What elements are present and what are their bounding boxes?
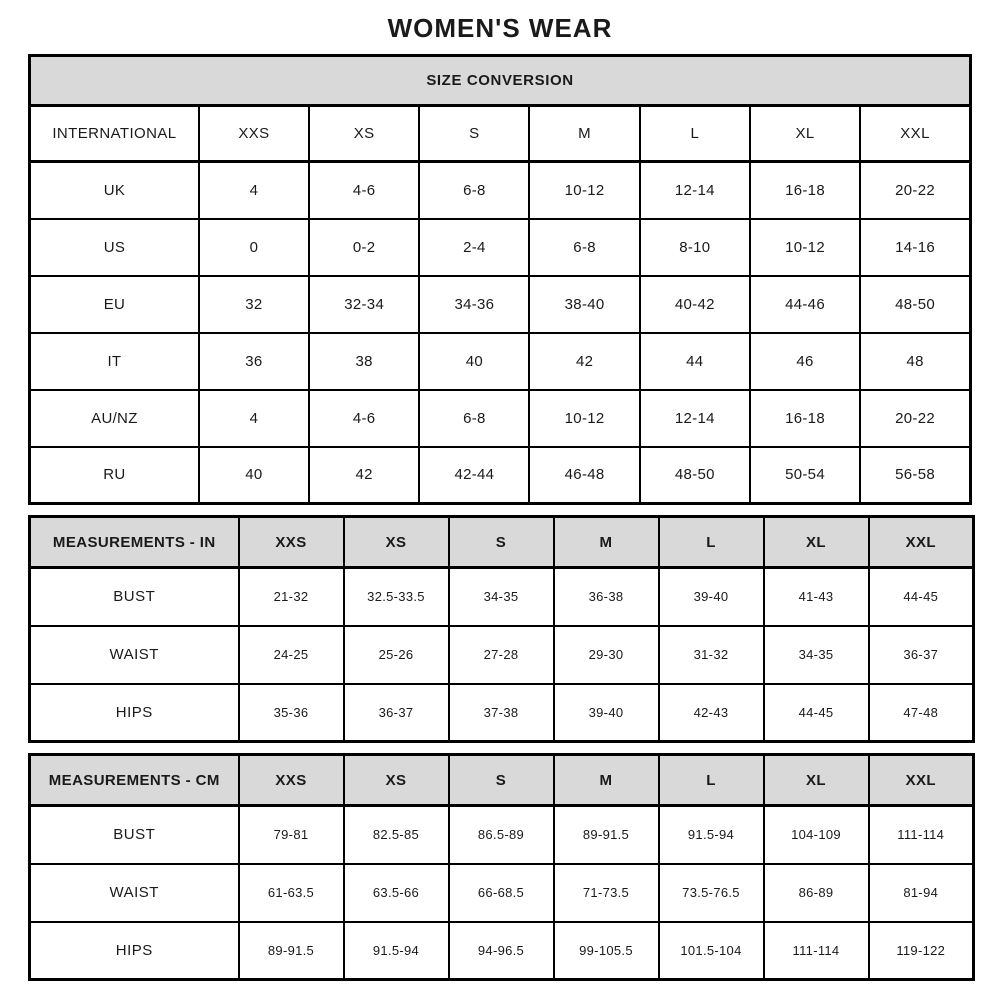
column-header: M	[554, 517, 659, 568]
cell-value: 4-6	[309, 162, 419, 219]
cell-value: 48-50	[640, 447, 750, 504]
cell-value: 20-22	[860, 390, 970, 447]
cell-value: 41-43	[764, 568, 869, 626]
cell-value: 104-109	[764, 806, 869, 864]
cell-value: 10-12	[529, 162, 639, 219]
row-label: IT	[30, 333, 199, 390]
cell-value: 4	[199, 390, 309, 447]
cell-value: 24-25	[239, 626, 344, 684]
cell-value: 36-37	[344, 684, 449, 742]
cell-value: 66-68.5	[449, 864, 554, 922]
cell-value: 25-26	[344, 626, 449, 684]
cell-value: 34-36	[419, 276, 529, 333]
cell-value: 86.5-89	[449, 806, 554, 864]
cell-value: 71-73.5	[554, 864, 659, 922]
cell-value: 38-40	[529, 276, 639, 333]
cell-value: 42-44	[419, 447, 529, 504]
cell-value: 63.5-66	[344, 864, 449, 922]
cell-value: 81-94	[869, 864, 974, 922]
cell-value: 0	[199, 219, 309, 276]
column-header: S	[419, 106, 529, 162]
column-header: S	[449, 755, 554, 806]
column-header: XXL	[860, 106, 970, 162]
cell-value: 4-6	[309, 390, 419, 447]
cell-value: 39-40	[659, 568, 764, 626]
cell-value: 32-34	[309, 276, 419, 333]
row-label: US	[30, 219, 199, 276]
cell-value: 37-38	[449, 684, 554, 742]
table-row	[30, 922, 974, 980]
size-conversion-title: SIZE CONVERSION	[30, 56, 971, 106]
cell-value: 73.5-76.5	[659, 864, 764, 922]
column-header: INTERNATIONAL	[30, 106, 199, 162]
page-title: WOMEN'S WEAR	[387, 13, 613, 43]
cell-value: 32.5-33.5	[344, 568, 449, 626]
row-label: WAIST	[30, 626, 239, 684]
column-header: XL	[764, 517, 869, 568]
cell-value: 61-63.5	[239, 864, 344, 922]
table-row	[30, 684, 974, 742]
cell-value: 99-105.5	[554, 922, 659, 980]
measurements-in-body	[30, 568, 974, 742]
table-row	[30, 568, 974, 626]
cell-value: 47-48	[869, 684, 974, 742]
table-row	[30, 626, 974, 684]
size-conversion-table	[28, 54, 972, 505]
cell-value: 42	[529, 333, 639, 390]
cell-value: 111-114	[764, 922, 869, 980]
cell-value: 94-96.5	[449, 922, 554, 980]
column-header: XS	[344, 517, 449, 568]
cell-value: 10-12	[529, 390, 639, 447]
cell-value: 35-36	[239, 684, 344, 742]
row-label: EU	[30, 276, 199, 333]
cell-value: 4	[199, 162, 309, 219]
cell-value: 46-48	[529, 447, 639, 504]
cell-value: 56-58	[860, 447, 970, 504]
row-label: HIPS	[30, 684, 239, 742]
cell-value: 44-46	[750, 276, 860, 333]
column-header: XXS	[239, 755, 344, 806]
cell-value: 48-50	[860, 276, 970, 333]
cell-value: 86-89	[764, 864, 869, 922]
cell-value: 31-32	[659, 626, 764, 684]
cell-value: 46	[750, 333, 860, 390]
row-label: BUST	[30, 568, 239, 626]
column-header: L	[659, 517, 764, 568]
cell-value: 2-4	[419, 219, 529, 276]
cell-value: 44-45	[869, 568, 974, 626]
cell-value: 40	[199, 447, 309, 504]
column-header: XL	[750, 106, 860, 162]
column-header: S	[449, 517, 554, 568]
size-conversion-body	[30, 162, 971, 504]
column-header: L	[659, 755, 764, 806]
cell-value: 79-81	[239, 806, 344, 864]
cell-value: 50-54	[750, 447, 860, 504]
size-conversion-column-headers	[30, 106, 971, 162]
cell-value: 21-32	[239, 568, 344, 626]
cell-value: 16-18	[750, 162, 860, 219]
row-label: UK	[30, 162, 199, 219]
cell-value: 119-122	[869, 922, 974, 980]
cell-value: 36-38	[554, 568, 659, 626]
column-header: XL	[764, 755, 869, 806]
cell-value: 20-22	[860, 162, 970, 219]
table-row	[30, 806, 974, 864]
column-header: M	[529, 106, 639, 162]
table-row	[30, 276, 971, 333]
row-label: RU	[30, 447, 199, 504]
measurements-cm-body	[30, 806, 974, 980]
cell-value: 82.5-85	[344, 806, 449, 864]
cell-value: 10-12	[750, 219, 860, 276]
column-header: XS	[309, 106, 419, 162]
cell-value: 6-8	[419, 162, 529, 219]
cell-value: 6-8	[419, 390, 529, 447]
cell-value: 42-43	[659, 684, 764, 742]
measurements-cm-title: MEASUREMENTS - CM	[30, 755, 239, 806]
table-row	[30, 333, 971, 390]
row-label: HIPS	[30, 922, 239, 980]
column-header: XXS	[199, 106, 309, 162]
cell-value: 16-18	[750, 390, 860, 447]
column-header: XXS	[239, 517, 344, 568]
column-header: M	[554, 755, 659, 806]
cell-value: 40	[419, 333, 529, 390]
cell-value: 44-45	[764, 684, 869, 742]
table-row	[30, 447, 971, 504]
measurements-cm-table	[28, 753, 975, 981]
column-header: XXL	[869, 517, 974, 568]
cell-value: 29-30	[554, 626, 659, 684]
cell-value: 14-16	[860, 219, 970, 276]
table-row	[30, 390, 971, 447]
cell-value: 42	[309, 447, 419, 504]
row-label: AU/NZ	[30, 390, 199, 447]
column-header: XXL	[869, 755, 974, 806]
cell-value: 44	[640, 333, 750, 390]
row-label: WAIST	[30, 864, 239, 922]
cell-value: 12-14	[640, 390, 750, 447]
cell-value: 36	[199, 333, 309, 390]
cell-value: 36-37	[869, 626, 974, 684]
cell-value: 12-14	[640, 162, 750, 219]
cell-value: 32	[199, 276, 309, 333]
cell-value: 101.5-104	[659, 922, 764, 980]
cell-value: 34-35	[449, 568, 554, 626]
column-header: XS	[344, 755, 449, 806]
cell-value: 38	[309, 333, 419, 390]
cell-value: 40-42	[640, 276, 750, 333]
cell-value: 91.5-94	[344, 922, 449, 980]
cell-value: 89-91.5	[239, 922, 344, 980]
cell-value: 111-114	[869, 806, 974, 864]
cell-value: 48	[860, 333, 970, 390]
row-label: BUST	[30, 806, 239, 864]
cell-value: 91.5-94	[659, 806, 764, 864]
cell-value: 6-8	[529, 219, 639, 276]
column-header: L	[640, 106, 750, 162]
table-row	[30, 864, 974, 922]
cell-value: 39-40	[554, 684, 659, 742]
cell-value: 0-2	[309, 219, 419, 276]
measurements-in-table	[28, 515, 975, 743]
cell-value: 27-28	[449, 626, 554, 684]
table-row	[30, 162, 971, 219]
size-conversion-banner-row	[30, 56, 971, 106]
measurements-in-title: MEASUREMENTS - IN	[30, 517, 239, 568]
cell-value: 8-10	[640, 219, 750, 276]
measurements-in-header-row	[30, 517, 974, 568]
table-row	[30, 219, 971, 276]
cell-value: 34-35	[764, 626, 869, 684]
measurements-cm-header-row	[30, 755, 974, 806]
cell-value: 89-91.5	[554, 806, 659, 864]
